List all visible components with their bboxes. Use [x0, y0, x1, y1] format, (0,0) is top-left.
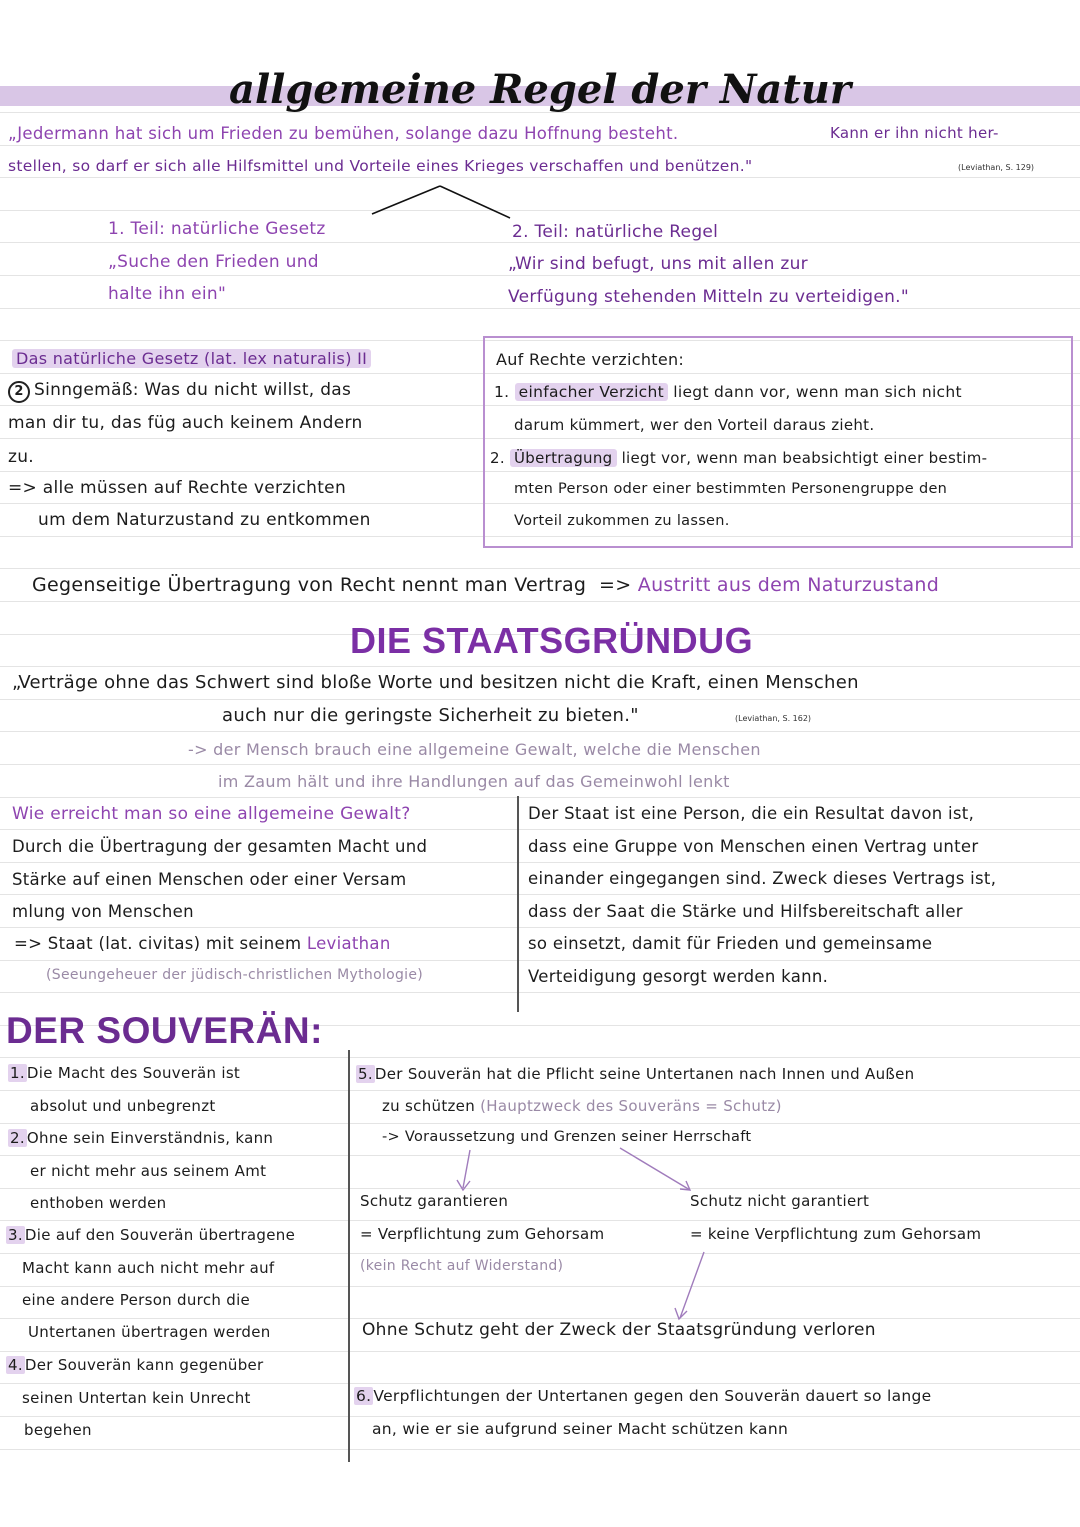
natural-law-heading: Das natürliche Gesetz (lat. lex naturalis) II — [12, 349, 371, 368]
natural-law-line1 — [8, 380, 351, 403]
power-line4-text: => Staat (lat. civitas) mit seinem — [14, 934, 302, 953]
sov-point2c: enthoben werden — [30, 1194, 167, 1212]
power-line1: Durch die Übertragung der gesamten Macht und — [12, 837, 428, 856]
sov-point1 — [8, 1064, 240, 1082]
quote1-line1: „Jedermann hat sich um Frieden zu bemühen, solange dazu Hoffnung besteht. — [8, 124, 679, 143]
sov-point3 — [6, 1226, 295, 1244]
sov-num5: 5. — [358, 1065, 373, 1083]
protect-yes-title: Schutz garantieren — [360, 1192, 509, 1210]
contract-line — [32, 574, 939, 596]
sov-point5b — [382, 1097, 782, 1115]
state-def-line2: dass eine Gruppe von Menschen einen Vertrag unter — [528, 837, 979, 856]
state-def-line6: Verteidigung gesorgt werden kann. — [528, 967, 829, 986]
power-line3: mlung von Menschen — [12, 902, 194, 921]
rights-item2c: Vorteil zukommen zu lassen. — [514, 513, 730, 529]
quote2-line2: auch nur die geringste Sicherheit zu bieten." — [222, 705, 639, 726]
state-heading: DIE STAATSGRÜNDUG — [350, 620, 754, 661]
rights-item1-text: liegt dann vor, wenn man sich nicht — [673, 383, 962, 401]
state-def-line1: Der Staat ist eine Person, die ein Resultat davon ist, — [528, 804, 975, 823]
page-title: allgemeine Regel der Natur — [229, 66, 851, 113]
protect-no-desc: = keine Verpflichtung zum Gehorsam — [690, 1225, 982, 1243]
sov-point4-text: Der Souverän kann gegenüber — [24, 1356, 264, 1374]
power-question: Wie erreicht man so eine allgemeine Gewalt? — [12, 804, 411, 824]
protect-yes-note: (kein Recht auf Widerstand) — [360, 1258, 564, 1274]
sov-point5b-text: zu schützen — [382, 1097, 476, 1115]
sov-num1: 1. — [10, 1064, 25, 1082]
sov-point2-text: Ohne sein Einverständnis, kann — [26, 1129, 274, 1147]
power-line5: (Seeungeheuer der jüdisch-christlichen Mythologie) — [46, 967, 424, 983]
protect-yes-desc: = Verpflichtung zum Gehorsam — [360, 1225, 605, 1243]
sov-point3d: Untertanen übertragen werden — [28, 1323, 271, 1341]
protect-lost: Ohne Schutz geht der Zweck der Staatsgründung verloren — [362, 1320, 876, 1340]
sov-point6 — [354, 1387, 932, 1405]
natural-law-line5: um dem Naturzustand zu entkommen — [38, 510, 371, 530]
power-divider — [517, 796, 519, 1012]
split-line-left — [372, 186, 440, 214]
state-def-line5: so einsetzt, damit für Frieden und gemeinsame — [528, 934, 933, 953]
state-def-line3: einander eingegangen sind. Zweck dieses Vertrags ist, — [528, 869, 997, 888]
leviathan-term: Leviathan — [306, 934, 391, 953]
rights-item2b: mten Person oder einer bestimmten Personengruppe den — [514, 481, 948, 497]
quote1-line1b: Kann er ihn nicht her- — [830, 124, 999, 142]
part2-line2: Verfügung stehenden Mitteln zu verteidigen." — [508, 287, 909, 307]
natural-law-line3: zu. — [8, 447, 35, 467]
sov-num3: 3. — [8, 1226, 23, 1244]
sov-point4c: begehen — [24, 1421, 92, 1439]
rights-term1: einfacher Verzicht — [515, 383, 668, 401]
rights-num2: 2. — [490, 449, 505, 467]
state-def-line4: dass der Saat die Stärke und Hilfsbereitschaft aller — [528, 902, 963, 921]
protect-no-title: Schutz nicht garantiert — [690, 1192, 870, 1210]
natural-law-line2: man dir tu, das füg auch keinem Andern — [8, 413, 363, 433]
sov-point2b: er nicht mehr aus seinem Amt — [30, 1162, 267, 1180]
quote2-source: (Leviathan, S. 162) — [735, 714, 812, 723]
sov-point6-text: Verpflichtungen der Untertanen gegen den Souverän dauert so lange — [373, 1387, 932, 1405]
rights-item2-text: liegt vor, wenn man beabsichtigt einer bestim- — [621, 449, 988, 467]
natural-law-line1-text: Sinngemäß: Was du nicht willst, das — [34, 380, 352, 400]
sov-point3b: Macht kann auch nicht mehr auf — [22, 1259, 275, 1277]
sov-num6: 6. — [356, 1387, 372, 1405]
sov-num2: 2. — [10, 1129, 25, 1147]
part1-line1: „Suche den Frieden und — [108, 252, 319, 272]
power-line4 — [14, 934, 391, 953]
contract-text: Gegenseitige Übertragung von Recht nennt man Vertrag — [32, 574, 587, 596]
part2-line1: „Wir sind befugt, uns mit allen zur — [508, 254, 808, 274]
sov-point5d: -> Voraussetzung und Grenzen seiner Herrschaft — [382, 1129, 752, 1145]
sovereign-heading: DER SOUVERÄN: — [6, 1010, 323, 1051]
sov-point1b: absolut und unbegrenzt — [30, 1097, 216, 1115]
quote1-source: (Leviathan, S. 129) — [958, 163, 1035, 172]
rights-num1: 1. — [494, 383, 510, 401]
circle-number: 2 — [8, 381, 30, 403]
sov-point4b: seinen Untertan kein Unrecht — [22, 1389, 251, 1407]
contract-arrow: => — [599, 574, 632, 596]
natural-law-line4: => alle müssen auf Rechte verzichten — [8, 478, 347, 498]
quote1-line2: stellen, so darf er sich alle Hilfsmittel und Vorteile eines Krieges verschaffen und benützen." — [8, 157, 753, 175]
rights-item1b: darum kümmert, wer den Vorteil daraus zieht. — [514, 416, 875, 434]
part1-line2: halte ihn ein" — [108, 284, 227, 304]
sov-point3c: eine andere Person durch die — [22, 1291, 251, 1309]
rights-term2: Übertragung — [510, 449, 617, 467]
quote2-note2: im Zaum hält und ihre Handlungen auf das Gemeinwohl lenkt — [218, 772, 730, 791]
sov-point5-note: (Hauptzweck des Souveräns = Schutz) — [480, 1097, 782, 1115]
arrow-lost — [680, 1252, 704, 1318]
part1-title: 1. Teil: natürliche Gesetz — [108, 219, 326, 239]
sov-point1-text: Die Macht des Souverän ist — [26, 1064, 241, 1082]
rights-heading: Auf Rechte verzichten: — [496, 350, 685, 369]
sovereign-divider — [348, 1050, 350, 1462]
sov-point3-text: Die auf den Souverän übertragene — [24, 1226, 296, 1244]
power-line2: Stärke auf einen Menschen oder einer Versam — [12, 870, 407, 889]
sov-point5 — [356, 1065, 914, 1083]
quote2-note1: -> der Mensch brauch eine allgemeine Gewalt, welche die Menschen — [188, 740, 761, 759]
arrow-no — [620, 1148, 690, 1190]
sov-point4 — [6, 1356, 264, 1374]
contract-result: Austritt aus dem Naturzustand — [637, 574, 940, 596]
quote2-line1: „Verträge ohne das Schwert sind bloße Worte und besitzen nicht die Kraft, einen Menschen — [12, 672, 859, 693]
sov-point5-text: Der Souverän hat die Pflicht seine Untertanen nach Innen und Außen — [374, 1065, 915, 1083]
sov-point2 — [8, 1129, 273, 1147]
sov-num4: 4. — [8, 1356, 23, 1374]
sov-point6b: an, wie er sie aufgrund seiner Macht schützen kann — [372, 1420, 789, 1438]
split-line-right — [440, 186, 510, 218]
rights-item2 — [490, 449, 987, 467]
rights-item1 — [494, 383, 962, 401]
part2-title: 2. Teil: natürliche Regel — [512, 222, 719, 242]
